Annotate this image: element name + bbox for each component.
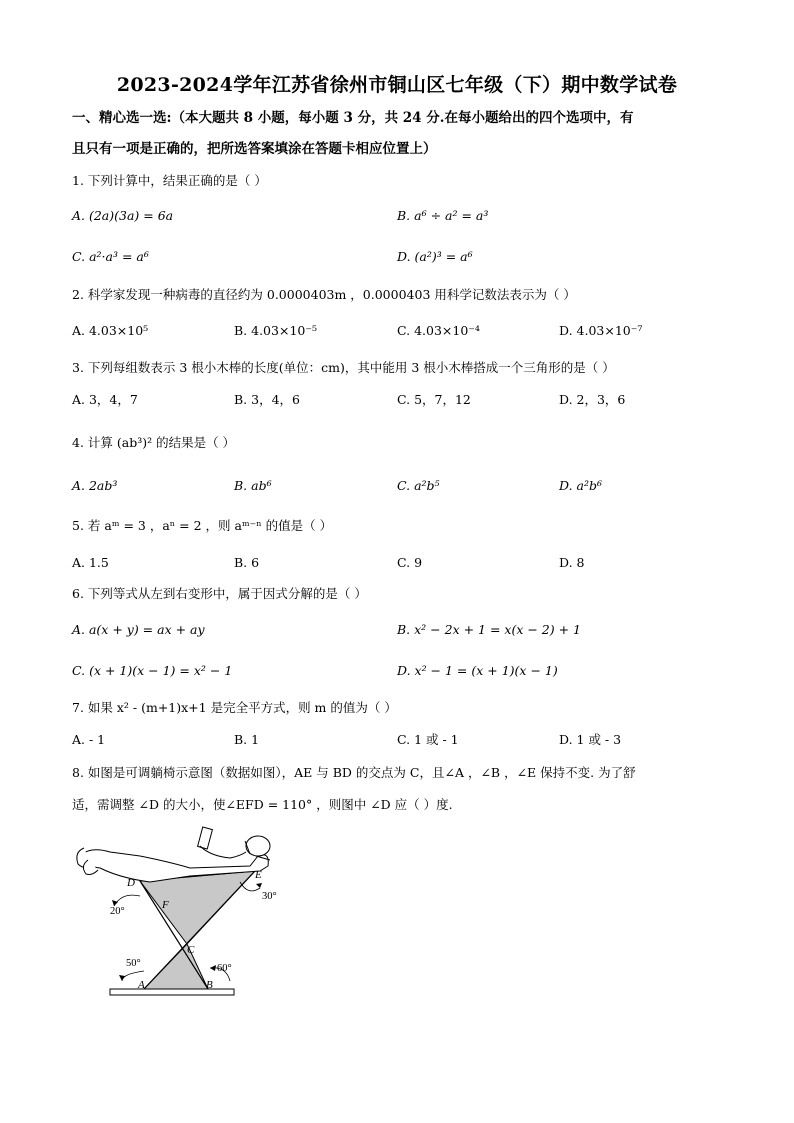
- question-5-option-d: D. 8: [559, 555, 585, 570]
- question-2-option-a: A. 4.03×10⁵: [72, 323, 149, 338]
- question-4-option-a: A. 2ab³: [72, 478, 118, 493]
- question-7-stem: 7. 如果 x² - (m+1)x+1 是完全平方式，则 m 的值为（ ）: [72, 700, 397, 715]
- question-3-option-c: C. 5，7，12: [397, 392, 471, 407]
- question-5-option-c: C. 9: [397, 555, 423, 570]
- ground-base: [110, 989, 234, 995]
- label-a: A: [138, 979, 145, 991]
- question-1-option-d: D. (a²)³ = a⁶: [397, 249, 473, 264]
- reclining-chair-figure: [70, 826, 277, 1006]
- arrow-a-icon: [119, 975, 125, 981]
- question-5-option-a: A. 1.5: [72, 555, 109, 570]
- question-1-stem: 1. 下列计算中，结果正确的是（ ）: [72, 173, 267, 188]
- question-1-option-b: B. a⁶ ÷ a² = a³: [397, 208, 489, 223]
- question-4-option-b: B. ab⁶: [234, 478, 272, 493]
- question-6-option-b: B. x² − 2x + 1 = x(x − 2) + 1: [397, 622, 582, 637]
- question-6-stem: 6. 下列等式从左到右变形中，属于因式分解的是（ ）: [72, 586, 367, 601]
- question-4-option-c: C. a²b⁵: [397, 478, 440, 493]
- question-4-stem: 4. 计算 (ab³)² 的结果是（ ）: [72, 435, 236, 450]
- label-b: B: [206, 979, 213, 991]
- question-7-option-a: A. - 1: [72, 732, 106, 747]
- question-7-option-b: B. 1: [234, 732, 260, 747]
- question-8-stem-line1: 8. 如图是可调躺椅示意图（数据如图），AE 与 BD 的交点为 C，且∠A ，∠B ，∠E 保持不变. 为了舒: [72, 765, 636, 780]
- question-1-option-c: C. a²·a³ = a⁶: [72, 249, 149, 264]
- section-heading-line2: 且只有一项是正确的，把所选答案填涂在答题卡相应位置上）: [72, 141, 437, 157]
- question-7-option-d: D. 1 或 - 3: [559, 732, 622, 747]
- angle-label-60: 60°: [217, 963, 232, 974]
- question-8-stem-line2: 适，需调整 ∠D 的大小，使∠EFD = 110° ，则图中 ∠D 应（ ）度.: [72, 797, 453, 812]
- label-e: E: [255, 869, 262, 881]
- question-3-option-b: B. 3，4，6: [234, 392, 300, 407]
- question-3-stem: 3. 下列每组数表示 3 根小木棒的长度(单位：cm)，其中能用 3 根小木棒搭成一个三角形的是（ ）: [72, 360, 615, 375]
- section-heading-line1: 一、精心选一选:（本大题共 8 小题，每小题 3 分，共 24 分.在每小题给出的四个选项中，有: [72, 110, 634, 126]
- question-2-option-d: D. 4.03×10⁻⁷: [559, 323, 643, 338]
- question-2-stem: 2. 科学家发现一种病毒的直径约为 0.0000403m ，0.0000403 用科学记数法表示为（ ）: [72, 287, 576, 302]
- question-6-option-a: A. a(x + y) = ax + ay: [72, 622, 205, 637]
- arrow-b-icon: [210, 965, 216, 971]
- angle-label-20: 20°: [110, 906, 125, 917]
- lower-leg-region: [144, 944, 208, 989]
- question-6-option-d: D. x² − 1 = (x + 1)(x − 1): [397, 663, 558, 678]
- question-7-option-c: C. 1 或 - 1: [397, 732, 459, 747]
- angle-label-50: 50°: [126, 958, 141, 969]
- question-1-option-a: A. (2a)(3a) = 6a: [72, 208, 174, 223]
- question-2-option-b: B. 4.03×10⁻⁵: [234, 323, 317, 338]
- question-3-option-d: D. 2，3，6: [559, 392, 626, 407]
- question-3-option-a: A. 3，4，7: [72, 392, 138, 407]
- label-f: F: [162, 899, 169, 911]
- label-d: D: [127, 877, 135, 889]
- question-5-stem: 5. 若 aᵐ = 3 ，aⁿ = 2 ，则 aᵐ⁻ⁿ 的值是（ ）: [72, 518, 333, 533]
- page-title: 2023-2024学年江苏省徐州市铜山区七年级（下）期中数学试卷: [116, 74, 678, 96]
- question-2-option-c: C. 4.03×10⁻⁴: [397, 323, 480, 338]
- question-6-option-c: C. (x + 1)(x − 1) = x² − 1: [72, 663, 233, 678]
- label-c: C: [187, 944, 195, 956]
- angle-d-arc: [114, 895, 140, 906]
- question-5-option-b: B. 6: [234, 555, 260, 570]
- angle-label-30: 30°: [262, 891, 277, 902]
- question-4-option-d: D. a²b⁶: [559, 478, 602, 493]
- arrow-e-icon: [256, 883, 262, 888]
